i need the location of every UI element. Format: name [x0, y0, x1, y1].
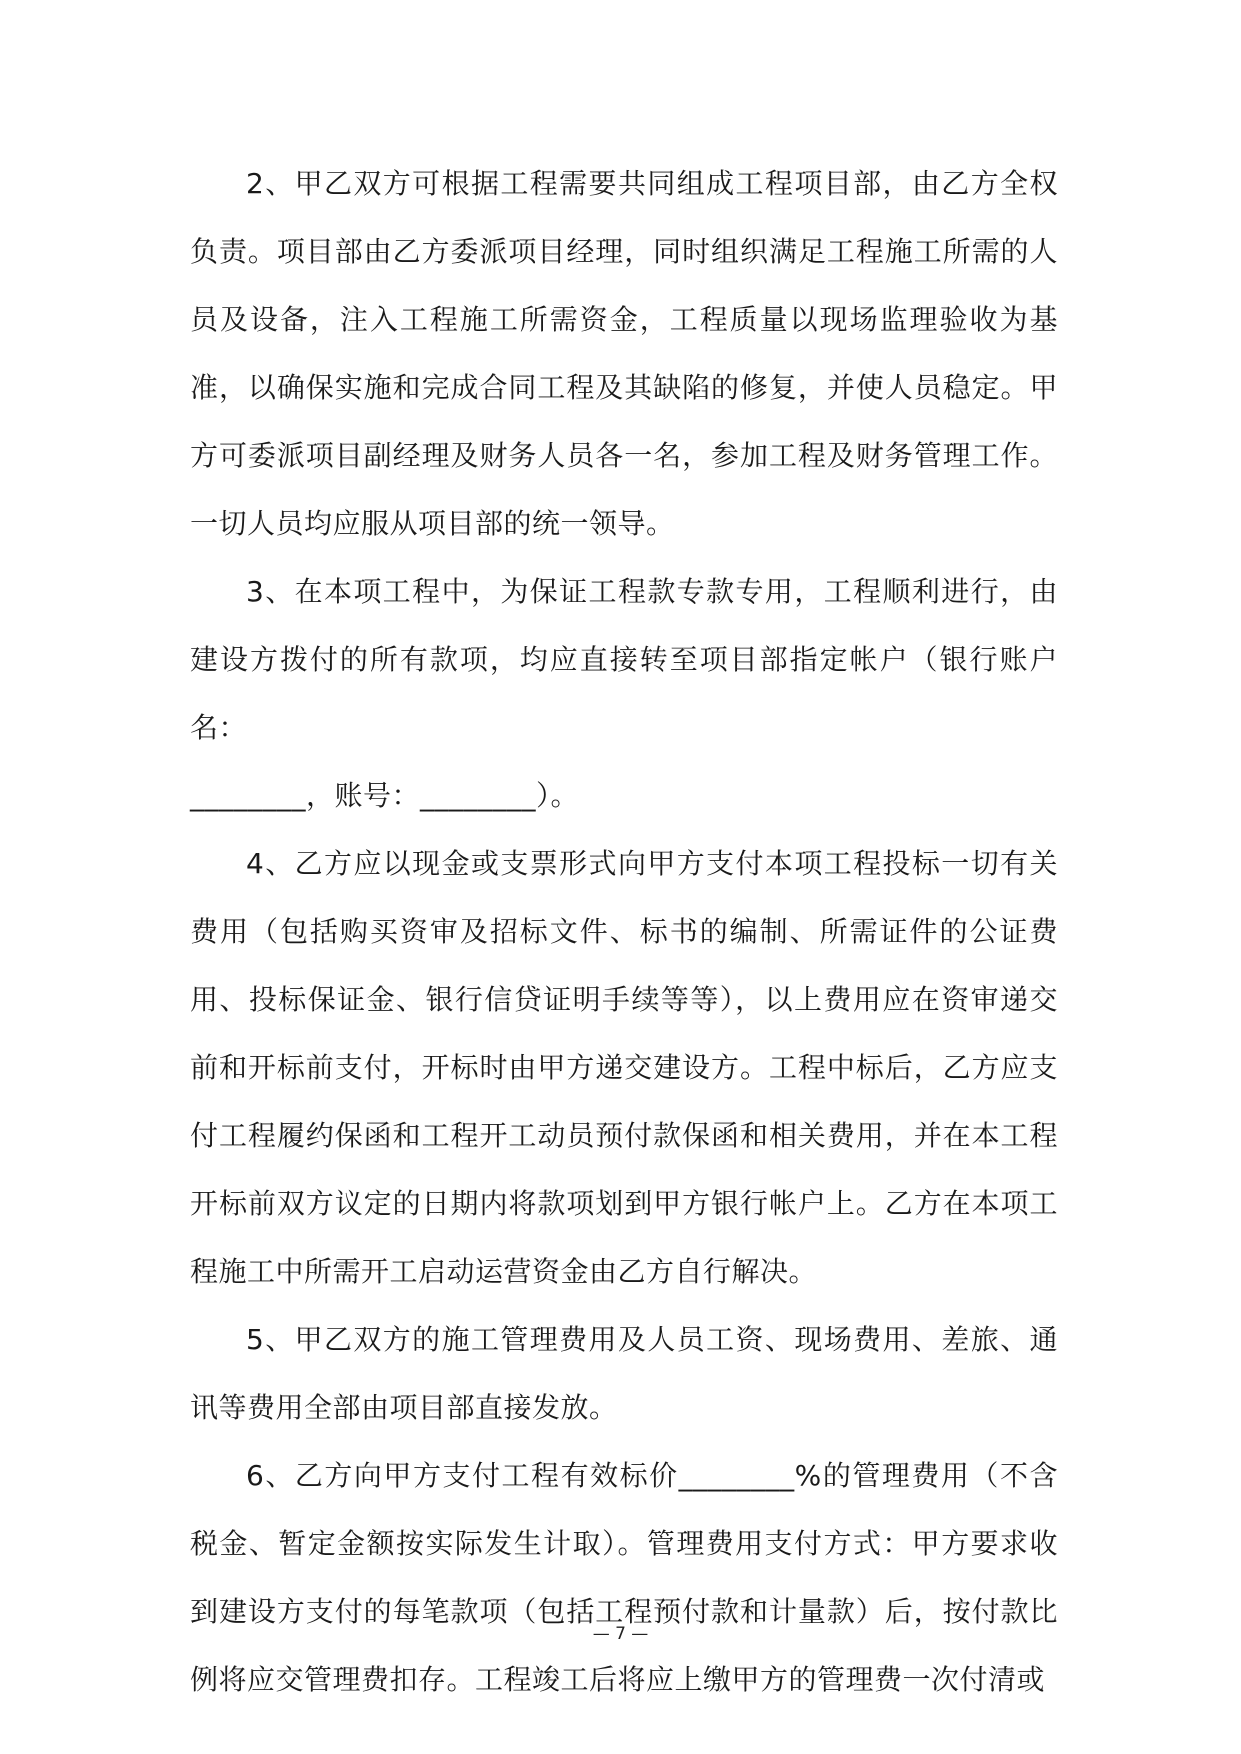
paragraph-clause-2: 2、甲乙双方可根据工程需要共同组成工程项目部，由乙方全权负责。项目部由乙方委派项目经理，同时组织满足工程施工所需的人员及设备，注入工程施工所需资金，工程质量以现场监理验收为基准，以确保实施和完成合同工程及其缺陷的修复，并使人员稳定。甲方可委派项目副经理及财务人员各一名，参加工程及财务管理工作。一切人员均应服从项目部的统一领导。	[190, 167, 1058, 540]
paragraph-clause-3-account: ________，账号：________）。	[190, 779, 580, 812]
paragraph-clause-3: 3、在本项工程中，为保证工程款专款专用，工程顺利进行，由建设方拨付的所有款项，均应直接转至项目部指定帐户（银行账户名：	[190, 575, 1058, 744]
paragraph-clause-5: 5、甲乙双方的施工管理费用及人员工资、现场费用、差旅、通讯等费用全部由项目部直接发放。	[190, 1323, 1058, 1424]
paragraph-clause-4: 4、乙方应以现金或支票形式向甲方支付本项工程投标一切有关费用（包括购买资审及招标文件、标书的编制、所需证件的公证费用、投标保证金、银行信贷证明手续等等），以上费用应在资审递交前和开标前支付，开标时由甲方递交建设方。工程中标后，乙方应支付工程履约保函和工程开工动员预付款保函和相关费用，并在本工程开标前双方议定的日期内将款项划到甲方银行帐户上。乙方在本项工程施工中所需开工启动运营资金由乙方自行解决。	[190, 847, 1058, 1288]
page-number: — 7 —	[592, 1624, 649, 1644]
paragraph-clause-6: 6、乙方向甲方支付工程有效标价________%的管理费用（不含税金、暂定金额按实际发生计取）。管理费用支付方式：甲方要求收到建设方支付的每笔款项（包括工程预付款和计量款）后，按付款比例将应交管理费扣存。工程竣工后将应上缴甲方的管理费一次付清或	[190, 1459, 1058, 1696]
document-body	[190, 150, 1058, 1714]
